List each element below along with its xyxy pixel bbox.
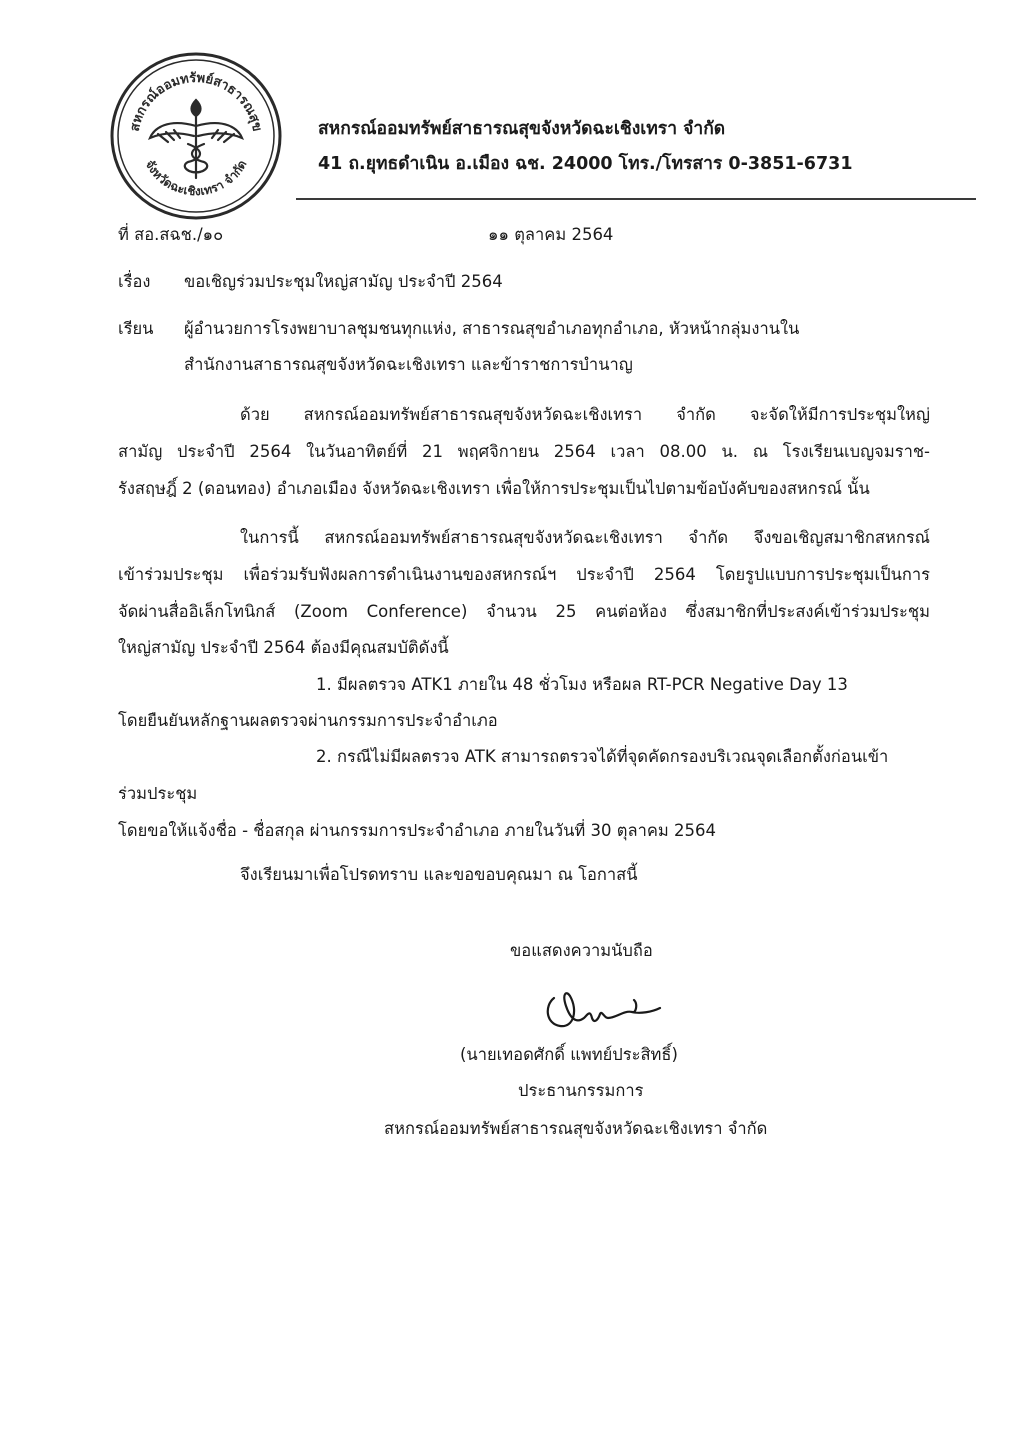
letter-date: ๑๑ ตุลาคม 2564 xyxy=(488,225,614,244)
caduceus-icon xyxy=(150,100,242,178)
seal-text-top: สหกรณ์ออมทรัพย์สาธารณสุข xyxy=(127,70,265,133)
paragraph-1-line-2: สามัญ ประจำปี 2564 ในวันอาทิตย์ที่ 21 พฤศจิกายน 2564 เวลา 08.00 น. ณ โรงเรียนเบญจมราช- xyxy=(118,442,930,461)
regards-text: ขอแสดงความนับถือ xyxy=(510,941,653,960)
signature-image xyxy=(540,984,670,1036)
organization-name: สหกรณ์ออมทรัพย์สาธารณสุขจังหวัดฉะเชิงเทรา จำกัด xyxy=(318,119,726,139)
recipient-label: เรียน xyxy=(118,319,154,338)
signatory-organization: สหกรณ์ออมทรัพย์สาธารณสุขจังหวัดฉะเชิงเทรา จำกัด xyxy=(384,1119,768,1138)
recipient-line-1: ผู้อำนวยการโรงพยาบาลชุมชนทุกแห่ง, สาธารณสุขอำเภอทุกอำเภอ, หัวหน้ากลุ่มงานใน xyxy=(184,319,800,338)
paragraph-2-line-4: ใหญ่สามัญ ประจำปี 2564 ต้องมีคุณสมบัติดังนี้ xyxy=(118,638,449,657)
signatory-name: (นายเทอดศักดิ์ แพทย์ประสิทธิ์) xyxy=(460,1045,678,1064)
signatory-position: ประธานกรรมการ xyxy=(518,1081,644,1100)
subject-label: เรื่อง xyxy=(118,272,151,291)
item-1-line-2: โดยยืนยันหลักฐานผลตรวจผ่านกรรมการประจำอำเภอ xyxy=(118,711,498,730)
letterhead-divider xyxy=(296,198,976,200)
recipient-line-2: สำนักงานสาธารณสุขจังหวัดฉะเชิงเทรา และข้าราชการบำนาญ xyxy=(184,355,633,374)
paragraph-1-line-1: ด้วย สหกรณ์ออมทรัพย์สาธารณสุขจังหวัดฉะเชิงเทรา จำกัด จะจัดให้มีการประชุมใหญ่ xyxy=(240,405,930,424)
organization-address: 41 ถ.ยุทธดำเนิน อ.เมือง ฉช. 24000 โทร./โทรสาร 0-3851-6731 xyxy=(318,154,853,174)
reference-number: ที่ สอ.สฉช./๑๐ xyxy=(118,225,224,244)
item-1-line-1: 1. มีผลตรวจ ATK1 ภายใน 48 ชั่วโมง หรือผล RT-PCR Negative Day 13 xyxy=(316,675,848,694)
paragraph-2-line-2: เข้าร่วมประชุม เพื่อร่วมรับฟังผลการดำเนินงานของสหกรณ์ฯ ประจำปี 2564 โดยรูปแบบการประชุมเป็นการ xyxy=(118,565,930,584)
seal-text-bottom: จังหวัดฉะเชิงเทรา จำกัด xyxy=(142,157,250,199)
paragraph-1-line-3: รังสฤษฎิ์ 2 (ดอนทอง) อำเภอเมือง จังหวัดฉะเชิงเทรา เพื่อให้การประชุมเป็นไปตามข้อบังคับของสหกรณ์ นั้น xyxy=(118,479,870,498)
paragraph-2-line-1: ในการนี้ สหกรณ์ออมทรัพย์สาธารณสุขจังหวัดฉะเชิงเทรา จำกัด จึงขอเชิญสมาชิกสหกรณ์ xyxy=(240,528,930,547)
closing-text: จึงเรียนมาเพื่อโปรดทราบ และขอขอบคุณมา ณ โอกาสนี้ xyxy=(240,865,638,884)
paragraph-2-line-3: จัดผ่านสื่ออิเล็กโทนิกส์ (Zoom Conference) จำนวน 25 คนต่อห้อง ซึ่งสมาชิกที่ประสงค์เข้าร่วมประชุม xyxy=(118,602,930,621)
deadline-text: โดยขอให้แจ้งชื่อ - ชื่อสกุล ผ่านกรรมการประจำอำเภอ ภายในวันที่ 30 ตุลาคม 2564 xyxy=(118,821,716,840)
subject-text: ขอเชิญร่วมประชุมใหญ่สามัญ ประจำปี 2564 xyxy=(184,272,503,291)
item-2-line-1: 2. กรณีไม่มีผลตรวจ ATK สามารถตรวจได้ที่จุดคัดกรองบริเวณจุดเลือกตั้งก่อนเข้า xyxy=(316,747,889,766)
item-2-line-2: ร่วมประชุม xyxy=(118,784,198,803)
organization-seal xyxy=(108,48,284,224)
